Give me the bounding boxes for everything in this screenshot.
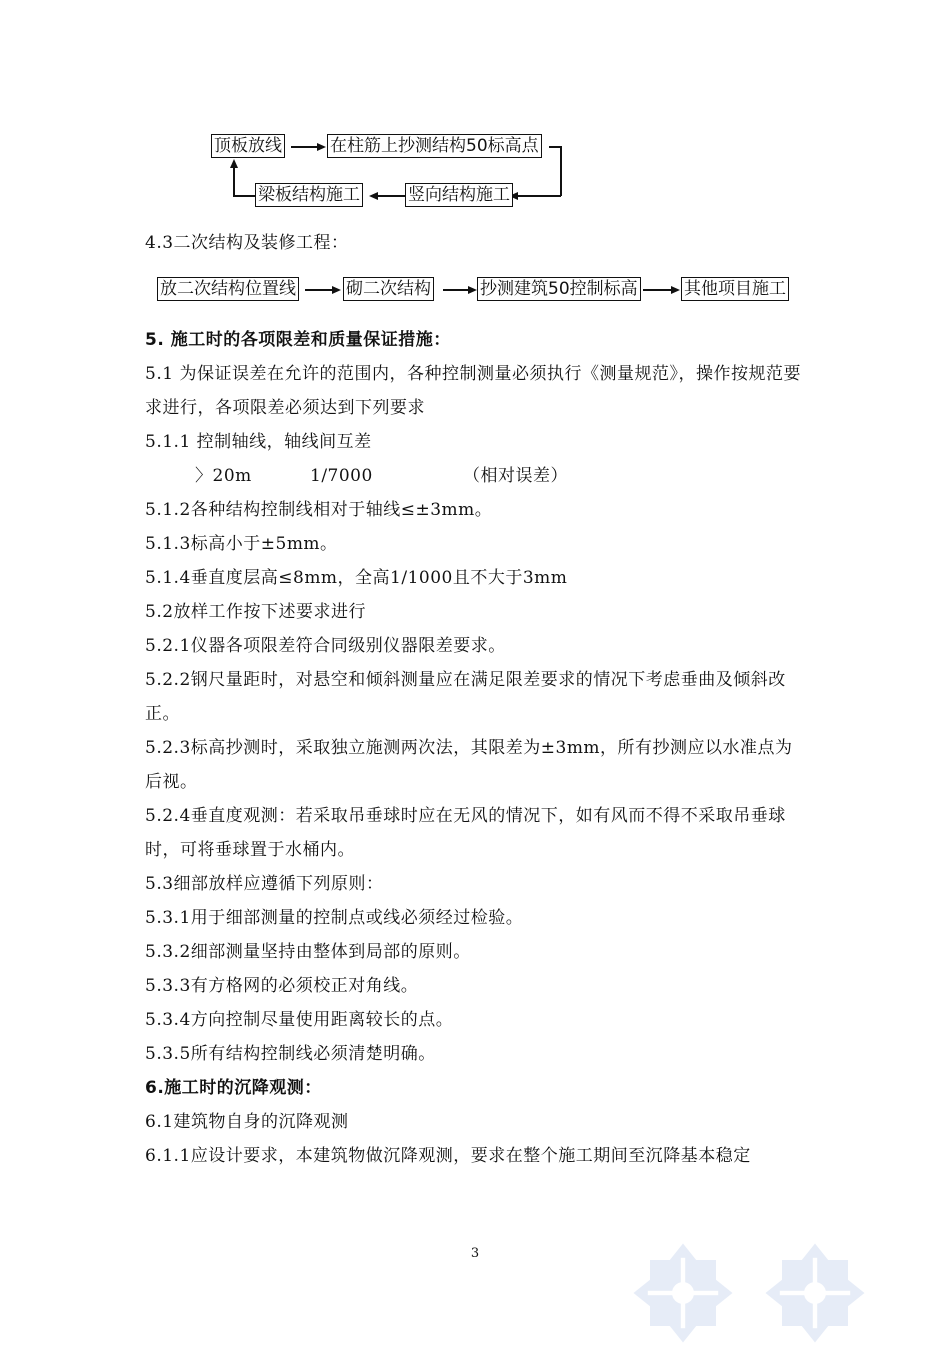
paragraph: 5.3.4方向控制尽量使用距离较长的点。 [145, 1010, 454, 1030]
paragraph: 5.3.5所有结构控制线必须清楚明确。 [145, 1044, 436, 1064]
flow-box-vertical-structure: 竖向结构施工 [405, 183, 513, 207]
flow2-step-3: 抄测建筑50控制标高 [477, 277, 641, 301]
paragraph: 5.3.2细部测量坚持由整体到局部的原则。 [145, 942, 471, 962]
paragraph: 5.2.1仪器各项限差符合同级别仪器限差要求。 [145, 636, 506, 656]
section-5-heading: 5. 施工时的各项限差和质量保证措施： [145, 330, 451, 350]
arrow-right-icon [317, 143, 326, 151]
flow2-step-4: 其他项目施工 [681, 277, 789, 301]
paragraph: 5.3细部放样应遵循下列原则： [145, 874, 384, 894]
paragraph: 6.1建筑物自身的沉降观测 [145, 1112, 349, 1132]
tolerance-distance: 〉20m [195, 466, 252, 486]
flow-connector [517, 195, 561, 197]
snowflake-watermark-icon [628, 1238, 738, 1348]
tolerance-row [145, 459, 810, 493]
paragraph: 5.1.1 控制轴线，轴线间互差 [145, 432, 372, 452]
flowchart-main-structure [205, 128, 575, 216]
arrow-right-icon [468, 286, 477, 294]
flow-connector [233, 195, 255, 197]
paragraph: 5.1.4垂直度层高≤8mm，全高1/1000且不大于3mm [145, 568, 568, 588]
paragraph: 5.3.3有方格网的必须校正对角线。 [145, 976, 419, 996]
paragraph: 5.1 为保证误差在允许的范围内，各种控制测量必须执行《测量规范》，操作按规范要求进行，各项限差必须达到下列要求 [145, 364, 801, 418]
section-6-heading: 6.施工时的沉降观测： [145, 1078, 322, 1098]
document-body [145, 323, 810, 1173]
flow-connector [305, 289, 333, 291]
flow-connector [377, 195, 405, 197]
arrow-up-icon [230, 159, 238, 168]
arrow-right-icon [671, 286, 680, 294]
paragraph: 5.2.3标高抄测时，采取独立施测两次法，其限差为±3mm，所有抄测应以水准点为后视。 [145, 738, 793, 792]
flow-box-beam-slab: 梁板结构施工 [255, 183, 363, 207]
paragraph: 6.1.1应设计要求，本建筑物做沉降观测，要求在整个施工期间至沉降基本稳定 [145, 1146, 751, 1166]
arrow-left-icon [369, 192, 378, 200]
flow2-step-2: 砌二次结构 [343, 277, 434, 301]
snowflake-watermark-icon [760, 1238, 870, 1348]
flow-connector [233, 168, 235, 196]
flow-box-column-elevation: 在柱筋上抄测结构50标高点 [327, 134, 542, 158]
paragraph: 5.1.3标高小于±5mm。 [145, 534, 338, 554]
paragraph: 5.2放样工作按下述要求进行 [145, 602, 367, 622]
flow-connector [643, 289, 671, 291]
paragraph: 5.3.1用于细部测量的控制点或线必须经过检验。 [145, 908, 524, 928]
tolerance-ratio: 1/7000 [310, 466, 373, 486]
flow-connector [443, 289, 469, 291]
tolerance-note: （相对误差） [463, 466, 568, 486]
flow-box-roof-layout: 顶板放线 [211, 134, 285, 158]
flow-connector [291, 146, 319, 148]
section-4-3-title: 4.3二次结构及装修工程： [145, 233, 349, 253]
flowchart-secondary-structure [155, 275, 795, 305]
paragraph: 5.2.4垂直度观测：若采取吊垂球时应在无风的情况下，如有风而不得不采取吊垂球时，可将垂球置于水桶内。 [145, 806, 786, 860]
flow-connector [560, 146, 562, 196]
paragraph: 5.1.2各种结构控制线相对于轴线≤±3mm。 [145, 500, 493, 520]
flow2-step-1: 放二次结构位置线 [157, 277, 299, 301]
paragraph: 5.2.2钢尺量距时，对悬空和倾斜测量应在满足限差要求的情况下考虑垂曲及倾斜改正。 [145, 670, 786, 724]
page-number: 3 [470, 1246, 480, 1261]
arrow-right-icon [332, 286, 341, 294]
